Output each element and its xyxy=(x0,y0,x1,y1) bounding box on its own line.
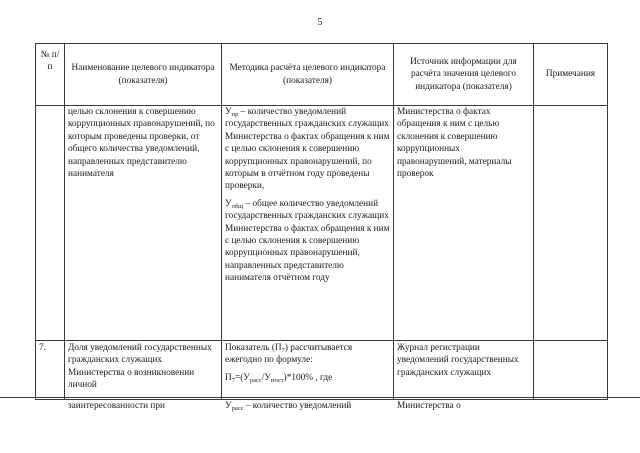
row1-number xyxy=(36,106,65,341)
table-row xyxy=(36,106,608,341)
indicators-table xyxy=(35,43,608,400)
row2-number: 7. xyxy=(36,341,65,400)
row1-notes xyxy=(534,106,608,341)
header-indicator-name: Наименование целевого индикатора (показателя) xyxy=(65,44,222,106)
row2-indicator-name: Доля уведомлений государственных гражданских служащих Министерства о возникновении личной xyxy=(65,341,222,400)
row2-notes xyxy=(534,341,608,400)
header-information-source: Источник информации для расчёта значения целевого индикатора (показателя) xyxy=(394,44,534,106)
row2-calculation-method xyxy=(222,341,394,400)
continued-calculation-method: $У_{расс}$ – количество уведомлений xyxy=(225,401,352,412)
row2-information-source: Журнал регистрации уведомлений государственных гражданских служащих xyxy=(394,341,534,400)
row1-calculation-method xyxy=(222,106,394,341)
method-formula: $П_7=(У_{расс}/У_{пост})*100\%$ , где xyxy=(225,372,333,384)
header-calculation-method: Методика расчёта целевого индикатора (показателя) xyxy=(222,44,394,106)
table-header-row xyxy=(36,44,608,106)
row1-indicator-name: целью склонения к совершению коррупционных правонарушений, по которым проведены проверки, от общего количества уведомлений, направленных представителю нанимателя xyxy=(65,106,222,341)
page-bottom-blank xyxy=(0,411,640,453)
table-row xyxy=(36,341,608,400)
page-cut-line xyxy=(0,397,640,398)
method-definition-upr: $У_{пр}$ – количество уведомлений государственных гражданских служащих Министерства о фактах обращения к ним с целью склонения к совершению коррупционных правонарушений, по которым в отчётном году проведены проверки, xyxy=(225,107,390,192)
header-number: № п/п xyxy=(36,44,65,106)
page-number: 5 xyxy=(317,17,323,28)
header-notes: Примечания xyxy=(534,44,608,106)
continued-information-source: Министерства о xyxy=(397,401,461,411)
continued-indicator-name: заинтересованности при xyxy=(68,401,166,411)
method-intro: Показатель $(П_7)$ рассчитывается ежегодно по формуле: xyxy=(225,343,353,366)
row1-information-source: Министерства о фактах обращения к ним с целью склонения к совершению коррупционных правонарушений, материалы проверок xyxy=(394,106,534,341)
method-definition-uobsh: $У_{общ}$ – общее количество уведомлений государственных гражданских служащих Министерства о фактах обращения к ним с целью склонения к совершению коррупционных правонарушений, направленных представителю нанимателя отчётном году xyxy=(225,198,390,284)
